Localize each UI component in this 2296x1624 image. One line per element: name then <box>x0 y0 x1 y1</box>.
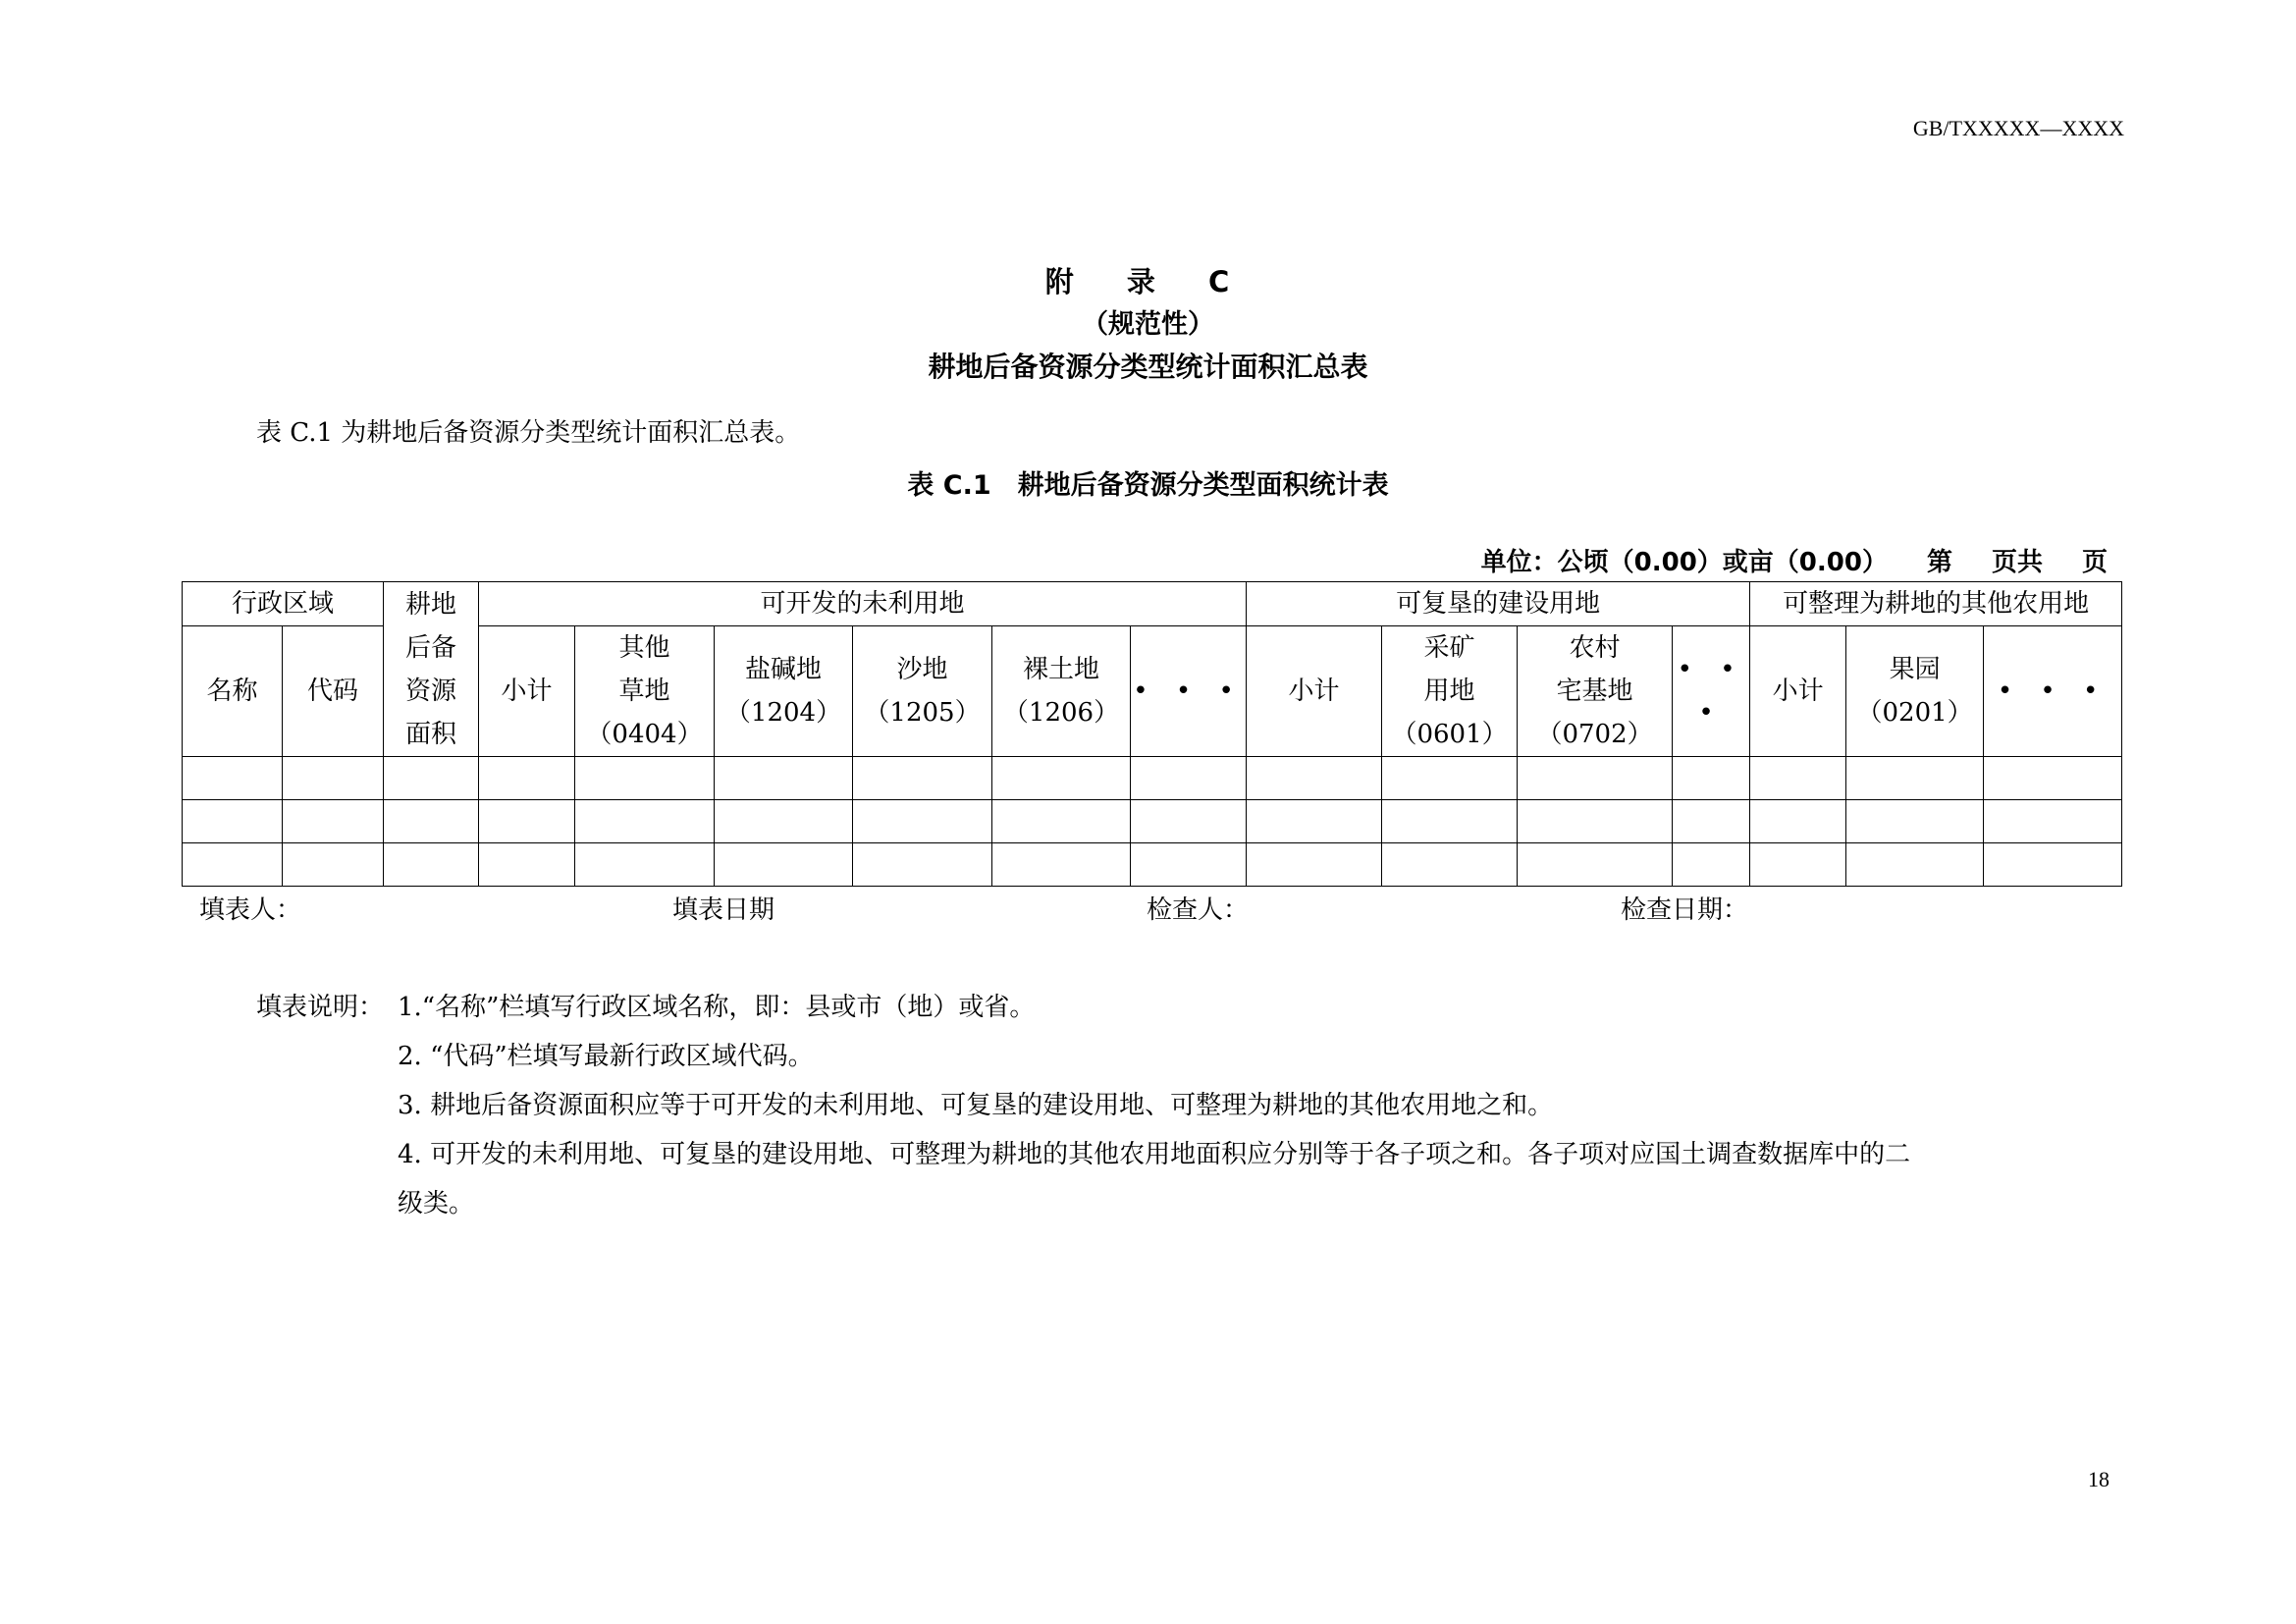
appendix-name: 耕地后备资源分类型统计面积汇总表 <box>928 351 1368 383</box>
cell-line: 草地 <box>618 677 670 706</box>
table-cell <box>1131 800 1247 843</box>
table-cell <box>853 843 992 887</box>
check-date-label: 检查日期： <box>1621 895 1749 925</box>
reserve-line: 后备 <box>405 632 457 663</box>
table-cell <box>1518 757 1673 800</box>
cell-line: 盐碱地 <box>745 655 823 684</box>
col-sandy-land <box>853 626 992 757</box>
table-cell <box>1750 843 1846 887</box>
table-cell <box>1750 800 1846 843</box>
table-caption: 表 C.1 耕地后备资源分类型面积统计表 <box>907 470 1389 501</box>
cell-line: （0702） <box>1536 720 1653 749</box>
table-cell <box>1382 757 1518 800</box>
table-cell <box>183 757 283 800</box>
cell-line: 宅基地 <box>1556 677 1633 706</box>
checker-label: 检查人： <box>1147 895 1250 925</box>
table-cell <box>575 800 715 843</box>
table-cell <box>283 800 384 843</box>
cell-line: 沙地 <box>896 655 948 684</box>
table-cell <box>1382 843 1518 887</box>
table-cell <box>479 757 575 800</box>
page-label-c: 页 <box>2081 548 2108 577</box>
cell-line: （1205） <box>864 698 981 728</box>
note-item: 2. “代码”栏填写最新行政区域代码。 <box>398 1042 814 1071</box>
statistics-table <box>182 581 2122 887</box>
table-cell <box>1673 757 1750 800</box>
table-cell <box>183 800 283 843</box>
table-cell <box>1673 843 1750 887</box>
table-cell <box>1984 800 2122 843</box>
table-cell <box>1846 757 1984 800</box>
note-item: 3. 耕地后备资源面积应等于可开发的未利用地、可复垦的建设用地、可整理为耕地的其他农用地之和。 <box>398 1091 1554 1120</box>
col-mining-land <box>1382 626 1518 757</box>
cell-line: （0601） <box>1391 720 1508 749</box>
table-cell <box>1247 757 1382 800</box>
table-cell <box>1518 800 1673 843</box>
reserve-line: 面积 <box>405 719 457 749</box>
col-farm-ellipsis: • • • <box>1984 626 2122 757</box>
col-orchard <box>1846 626 1984 757</box>
unit-line <box>1481 542 2108 578</box>
note-item: 1.“名称”栏填写行政区域名称，即：县或市（地）或省。 <box>398 993 1036 1022</box>
table-cell <box>1382 800 1518 843</box>
table-cell <box>283 843 384 887</box>
header-row-1 <box>183 582 2122 626</box>
table-cell <box>183 843 283 887</box>
table-cell <box>715 800 853 843</box>
cell-line: 农村 <box>1569 633 1621 663</box>
cell-line: 裸土地 <box>1023 655 1100 684</box>
table-cell <box>1131 843 1247 887</box>
notes-prefix: 填表说明： <box>256 993 385 1022</box>
group-unused-land: 可开发的未利用地 <box>479 582 1247 626</box>
reserve-line: 耕地 <box>405 589 457 620</box>
table-cell <box>1247 800 1382 843</box>
table-cell <box>715 843 853 887</box>
table-row <box>183 800 2122 843</box>
cell-line: 采矿 <box>1423 633 1475 663</box>
table-cell <box>992 800 1131 843</box>
table-cell <box>384 843 479 887</box>
col-unused-ellipsis: • • • <box>1131 626 1247 757</box>
table-cell <box>283 757 384 800</box>
cell-line: （1204） <box>724 698 842 728</box>
table-cell <box>479 843 575 887</box>
cell-line: （1206） <box>1002 698 1120 728</box>
appendix-title: 附 录 C <box>1044 265 1252 298</box>
col-other-grassland <box>575 626 715 757</box>
table-cell <box>384 757 479 800</box>
col-farm-subtotal: 小计 <box>1750 626 1846 757</box>
reserve-line: 资源 <box>405 676 457 706</box>
col-name: 名称 <box>183 626 283 757</box>
intro-paragraph: 表 C.1 为耕地后备资源分类型统计面积汇总表。 <box>256 418 801 448</box>
table-cell <box>1247 843 1382 887</box>
table-cell <box>575 757 715 800</box>
group-construction-land: 可复垦的建设用地 <box>1247 582 1750 626</box>
col-construction-subtotal: 小计 <box>1247 626 1382 757</box>
cell-line: 果园 <box>1889 655 1941 684</box>
note-item: 级类。 <box>398 1189 475 1218</box>
page-label-b: 页共 <box>1991 548 2043 577</box>
cell-line: 其他 <box>618 633 670 663</box>
table-cell <box>992 843 1131 887</box>
table-cell <box>1518 843 1673 887</box>
cell-line: （0201） <box>1856 698 1973 728</box>
col-saline-land <box>715 626 853 757</box>
table-cell <box>384 800 479 843</box>
table-cell <box>992 757 1131 800</box>
note-item: 4. 可开发的未利用地、可复垦的建设用地、可整理为耕地的其他农用地面积应分别等于各子项之和。各子项对应国土调查数据库中的二 <box>398 1140 1911 1169</box>
table-cell <box>853 800 992 843</box>
table-cell <box>1673 800 1750 843</box>
filler-label: 填表人： <box>199 895 302 925</box>
table-cell <box>853 757 992 800</box>
table-row <box>183 757 2122 800</box>
table-cell <box>1984 843 2122 887</box>
unit-label: 单位：公顷（0.00）或亩（0.00） <box>1480 548 1888 577</box>
appendix-nature: （规范性） <box>1082 309 1214 340</box>
table-cell <box>1131 757 1247 800</box>
col-reserve-area <box>384 582 479 757</box>
table-cell <box>1846 843 1984 887</box>
table-cell <box>575 843 715 887</box>
standard-code: GB/TXXXXX—XXXX <box>1912 116 2124 140</box>
fill-date-label: 填表日期 <box>672 895 775 925</box>
col-bare-land <box>992 626 1131 757</box>
group-admin-region: 行政区域 <box>183 582 384 626</box>
page-label-a: 第 <box>1926 548 1952 577</box>
group-other-farmland: 可整理为耕地的其他农用地 <box>1750 582 2122 626</box>
table-cell <box>1750 757 1846 800</box>
table-cell <box>479 800 575 843</box>
table-cell <box>1846 800 1984 843</box>
table-row <box>183 843 2122 887</box>
page-number: 18 <box>2088 1467 2109 1491</box>
col-code: 代码 <box>283 626 384 757</box>
cell-line: 用地 <box>1423 677 1475 706</box>
table-cell <box>1984 757 2122 800</box>
col-unused-subtotal: 小计 <box>479 626 575 757</box>
table-cell <box>715 757 853 800</box>
col-rural-homestead <box>1518 626 1673 757</box>
cell-line: （0404） <box>586 720 703 749</box>
col-construction-ellipsis: • • • <box>1673 626 1750 757</box>
